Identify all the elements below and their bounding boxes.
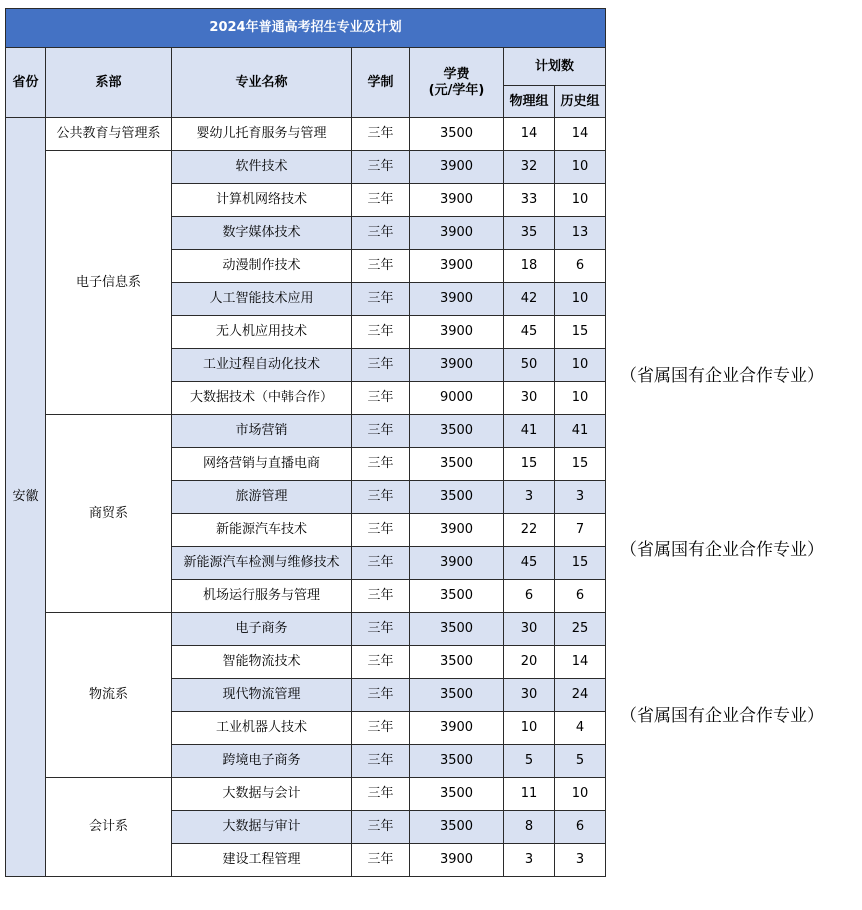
table-title: 2024年普通高考招生专业及计划: [6, 9, 606, 48]
duration-cell: 三年: [352, 217, 410, 250]
duration-cell: 三年: [352, 184, 410, 217]
physics-count-cell: 50: [504, 349, 555, 382]
major-cell: 人工智能技术应用: [172, 283, 352, 316]
major-cell: 工业机器人技术: [172, 712, 352, 745]
physics-count-cell: 32: [504, 151, 555, 184]
history-count-cell: 3: [555, 481, 606, 514]
history-count-cell: 10: [555, 184, 606, 217]
duration-cell: 三年: [352, 844, 410, 877]
fee-cell: 3500: [410, 415, 504, 448]
header-fee-line2: (元/学年): [428, 82, 485, 98]
department-cell: 会计系: [46, 778, 172, 877]
fee-cell: 3500: [410, 448, 504, 481]
duration-cell: 三年: [352, 712, 410, 745]
physics-count-cell: 3: [504, 481, 555, 514]
duration-cell: 三年: [352, 415, 410, 448]
duration-cell: 三年: [352, 811, 410, 844]
duration-cell: 三年: [352, 349, 410, 382]
physics-count-cell: 30: [504, 382, 555, 415]
physics-count-cell: 45: [504, 547, 555, 580]
fee-cell: 3500: [410, 679, 504, 712]
header-physics: 物理组: [504, 86, 555, 118]
physics-count-cell: 18: [504, 250, 555, 283]
history-count-cell: 10: [555, 778, 606, 811]
history-count-cell: 6: [555, 580, 606, 613]
fee-cell: 3500: [410, 580, 504, 613]
fee-cell: 3900: [410, 514, 504, 547]
major-cell: 网络营销与直播电商: [172, 448, 352, 481]
major-cell: 市场营销: [172, 415, 352, 448]
duration-cell: 三年: [352, 778, 410, 811]
duration-cell: 三年: [352, 613, 410, 646]
history-count-cell: 10: [555, 349, 606, 382]
duration-cell: 三年: [352, 745, 410, 778]
history-count-cell: 13: [555, 217, 606, 250]
physics-count-cell: 6: [504, 580, 555, 613]
fee-cell: 3900: [410, 547, 504, 580]
fee-cell: 3500: [410, 745, 504, 778]
history-count-cell: 7: [555, 514, 606, 547]
major-cell: 新能源汽车检测与维修技术: [172, 547, 352, 580]
fee-cell: 3900: [410, 712, 504, 745]
major-cell: 旅游管理: [172, 481, 352, 514]
history-count-cell: 15: [555, 547, 606, 580]
fee-cell: 3500: [410, 118, 504, 151]
department-cell: 商贸系: [46, 415, 172, 613]
table-row: [6, 118, 606, 151]
duration-cell: 三年: [352, 382, 410, 415]
header-department: 系部: [46, 48, 172, 118]
header-fee: [410, 48, 504, 118]
physics-count-cell: 35: [504, 217, 555, 250]
duration-cell: 三年: [352, 547, 410, 580]
duration-cell: 三年: [352, 448, 410, 481]
header-fee-line1: 学费: [443, 66, 470, 82]
major-cell: 智能物流技术: [172, 646, 352, 679]
physics-count-cell: 20: [504, 646, 555, 679]
duration-cell: 三年: [352, 646, 410, 679]
major-cell: 软件技术: [172, 151, 352, 184]
major-cell: 工业过程自动化技术: [172, 349, 352, 382]
province-cell: 安徽: [6, 118, 46, 877]
major-cell: 新能源汽车技术: [172, 514, 352, 547]
fee-cell: 3900: [410, 184, 504, 217]
history-count-cell: 4: [555, 712, 606, 745]
history-count-cell: 14: [555, 646, 606, 679]
major-cell: 计算机网络技术: [172, 184, 352, 217]
history-count-cell: 10: [555, 151, 606, 184]
history-count-cell: 25: [555, 613, 606, 646]
physics-count-cell: 14: [504, 118, 555, 151]
physics-count-cell: 5: [504, 745, 555, 778]
major-cell: 数字媒体技术: [172, 217, 352, 250]
table-row: [6, 613, 606, 646]
history-count-cell: 3: [555, 844, 606, 877]
fee-cell: 9000: [410, 382, 504, 415]
physics-count-cell: 30: [504, 613, 555, 646]
fee-cell: 3900: [410, 283, 504, 316]
physics-count-cell: 33: [504, 184, 555, 217]
duration-cell: 三年: [352, 679, 410, 712]
enrollment-plan-table: [5, 8, 606, 877]
major-cell: 大数据技术（中韩合作）: [172, 382, 352, 415]
physics-count-cell: 11: [504, 778, 555, 811]
physics-count-cell: 8: [504, 811, 555, 844]
department-cell: 公共教育与管理系: [46, 118, 172, 151]
note-cooperation-2: （省属国有企业合作专业）: [620, 540, 824, 560]
duration-cell: 三年: [352, 316, 410, 349]
history-count-cell: 5: [555, 745, 606, 778]
fee-cell: 3900: [410, 217, 504, 250]
major-cell: 大数据与审计: [172, 811, 352, 844]
header-history: 历史组: [555, 86, 606, 118]
header-plan: 计划数: [504, 48, 606, 86]
major-cell: 婴幼儿托育服务与管理: [172, 118, 352, 151]
physics-count-cell: 45: [504, 316, 555, 349]
history-count-cell: 15: [555, 448, 606, 481]
table-row: [6, 151, 606, 184]
duration-cell: 三年: [352, 151, 410, 184]
history-count-cell: 41: [555, 415, 606, 448]
history-count-cell: 10: [555, 382, 606, 415]
department-cell: 物流系: [46, 613, 172, 778]
department-cell: 电子信息系: [46, 151, 172, 415]
history-count-cell: 14: [555, 118, 606, 151]
physics-count-cell: 10: [504, 712, 555, 745]
duration-cell: 三年: [352, 283, 410, 316]
fee-cell: 3500: [410, 811, 504, 844]
fee-cell: 3500: [410, 481, 504, 514]
major-cell: 跨境电子商务: [172, 745, 352, 778]
fee-cell: 3900: [410, 250, 504, 283]
physics-count-cell: 30: [504, 679, 555, 712]
history-count-cell: 24: [555, 679, 606, 712]
major-cell: 大数据与会计: [172, 778, 352, 811]
history-count-cell: 6: [555, 811, 606, 844]
duration-cell: 三年: [352, 514, 410, 547]
note-cooperation-3: （省属国有企业合作专业）: [620, 706, 824, 726]
note-cooperation-1: （省属国有企业合作专业）: [620, 366, 824, 386]
table-row: [6, 415, 606, 448]
table-row: [6, 778, 606, 811]
duration-cell: 三年: [352, 481, 410, 514]
major-cell: 电子商务: [172, 613, 352, 646]
physics-count-cell: 22: [504, 514, 555, 547]
history-count-cell: 10: [555, 283, 606, 316]
physics-count-cell: 42: [504, 283, 555, 316]
fee-cell: 3900: [410, 316, 504, 349]
major-cell: 建设工程管理: [172, 844, 352, 877]
fee-cell: 3500: [410, 778, 504, 811]
header-major: 专业名称: [172, 48, 352, 118]
fee-cell: 3900: [410, 151, 504, 184]
history-count-cell: 15: [555, 316, 606, 349]
major-cell: 现代物流管理: [172, 679, 352, 712]
duration-cell: 三年: [352, 118, 410, 151]
major-cell: 无人机应用技术: [172, 316, 352, 349]
physics-count-cell: 3: [504, 844, 555, 877]
physics-count-cell: 15: [504, 448, 555, 481]
header-duration: 学制: [352, 48, 410, 118]
history-count-cell: 6: [555, 250, 606, 283]
fee-cell: 3900: [410, 844, 504, 877]
physics-count-cell: 41: [504, 415, 555, 448]
major-cell: 动漫制作技术: [172, 250, 352, 283]
fee-cell: 3900: [410, 349, 504, 382]
table-body: [6, 118, 606, 877]
header-province: 省份: [6, 48, 46, 118]
fee-cell: 3500: [410, 613, 504, 646]
duration-cell: 三年: [352, 250, 410, 283]
major-cell: 机场运行服务与管理: [172, 580, 352, 613]
fee-cell: 3500: [410, 646, 504, 679]
duration-cell: 三年: [352, 580, 410, 613]
